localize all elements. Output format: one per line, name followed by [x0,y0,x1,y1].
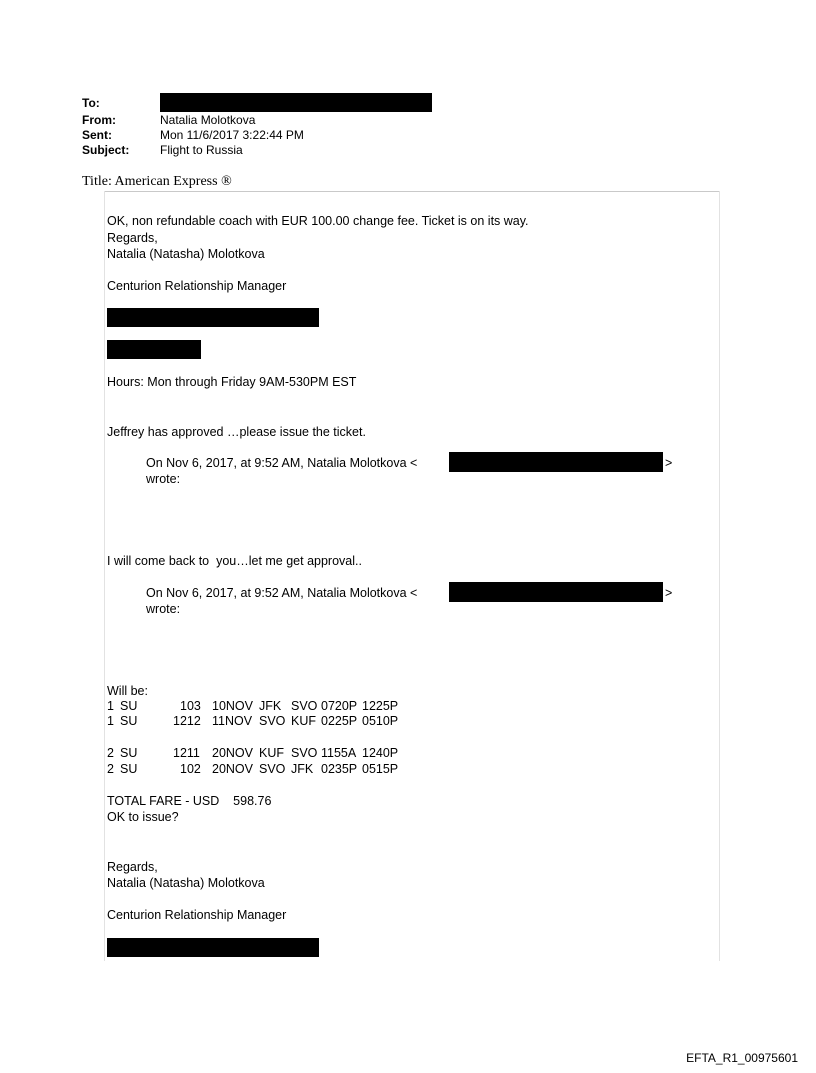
from-label: From: [82,113,116,127]
quote-2-header [146,586,417,601]
sent-label: Sent: [82,128,112,142]
destination-airport: JFK [291,762,314,776]
flight-date: 20NOV [212,746,253,760]
origin-airport: SVO [259,714,286,728]
departure-time: 0720P [321,699,358,713]
signature-redaction-3 [107,938,319,957]
ok-to-issue-line: OK to issue? [107,810,179,824]
arrival-time: 0515P [362,762,399,776]
signature-redaction-2 [107,340,201,359]
airline-code: SU [120,714,138,728]
flight-number: 1212 [173,714,201,728]
flight-date: 20NOV [212,762,253,776]
quote-1-prefix: On Nov 6, 2017, at 9:52 AM, Natalia Molotkova < [146,456,418,470]
departure-time: 0235P [321,762,358,776]
destination-airport: SVO [291,699,318,713]
quote-1-email-redaction [449,452,663,472]
total-fare-line: TOTAL FARE - USD 598.76 [107,794,272,808]
hours-line: Hours: Mon through Friday 9AM-530PM EST [107,375,357,389]
regards-2: Regards, [107,860,158,874]
come-back-line: I will come back to you…let me get approval.. [107,554,362,568]
airline-code: SU [120,746,138,760]
flight-number: 102 [180,762,201,776]
signature-redaction-1 [107,308,319,327]
quote-2-suffix: > [665,586,673,600]
will-be-label: Will be: [107,684,148,698]
message-frame-top [104,191,720,192]
airline-code: SU [120,699,138,713]
airline-code: SU [120,762,138,776]
to-redaction [160,93,432,112]
body-line-confirmation: OK, non refundable coach with EUR 100.00 change fee. Ticket is on its way. [107,214,529,228]
subject-value: Flight to Russia [160,143,243,157]
title-line: Title: American Express ® [82,174,232,189]
quote-1-suffix: > [665,456,673,470]
departure-time: 0225P [321,714,358,728]
segment-number: 1 [107,699,114,713]
arrival-time: 1240P [362,746,399,760]
quote-1-header [146,456,417,471]
departure-time: 1155A [321,746,357,760]
quote-1-wrote: wrote: [146,472,181,486]
signature-role-1: Centurion Relationship Manager [107,279,287,293]
signature-name-1: Natalia (Natasha) Molotkova [107,247,265,261]
signature-role-2: Centurion Relationship Manager [107,908,287,922]
to-label: To: [82,96,100,110]
arrival-time: 0510P [362,714,399,728]
origin-airport: KUF [259,746,284,760]
flight-number: 1211 [173,746,200,760]
origin-airport: SVO [259,762,286,776]
origin-airport: JFK [259,699,282,713]
segment-number: 1 [107,714,114,728]
quote-2-prefix: On Nov 6, 2017, at 9:52 AM, Natalia Molotkova < [146,586,418,600]
arrival-time: 1225P [362,699,399,713]
regards-1: Regards, [107,231,158,245]
signature-name-2: Natalia (Natasha) Molotkova [107,876,265,890]
sent-value: Mon 11/6/2017 3:22:44 PM [160,128,304,142]
approved-line: Jeffrey has approved …please issue the ticket. [107,425,366,439]
from-value: Natalia Molotkova [160,113,256,127]
subject-label: Subject: [82,143,130,157]
flight-date: 11NOV [212,714,253,728]
segment-number: 2 [107,746,114,760]
destination-airport: KUF [291,714,316,728]
quote-2-wrote: wrote: [146,602,181,616]
flight-date: 10NOV [212,699,253,713]
message-frame-right [719,191,720,961]
message-frame-left [104,191,105,961]
segment-number: 2 [107,762,114,776]
destination-airport: SVO [291,746,318,760]
flight-number: 103 [180,699,201,713]
quote-2-email-redaction [449,582,663,602]
document-id: EFTA_R1_00975601 [686,1051,798,1065]
